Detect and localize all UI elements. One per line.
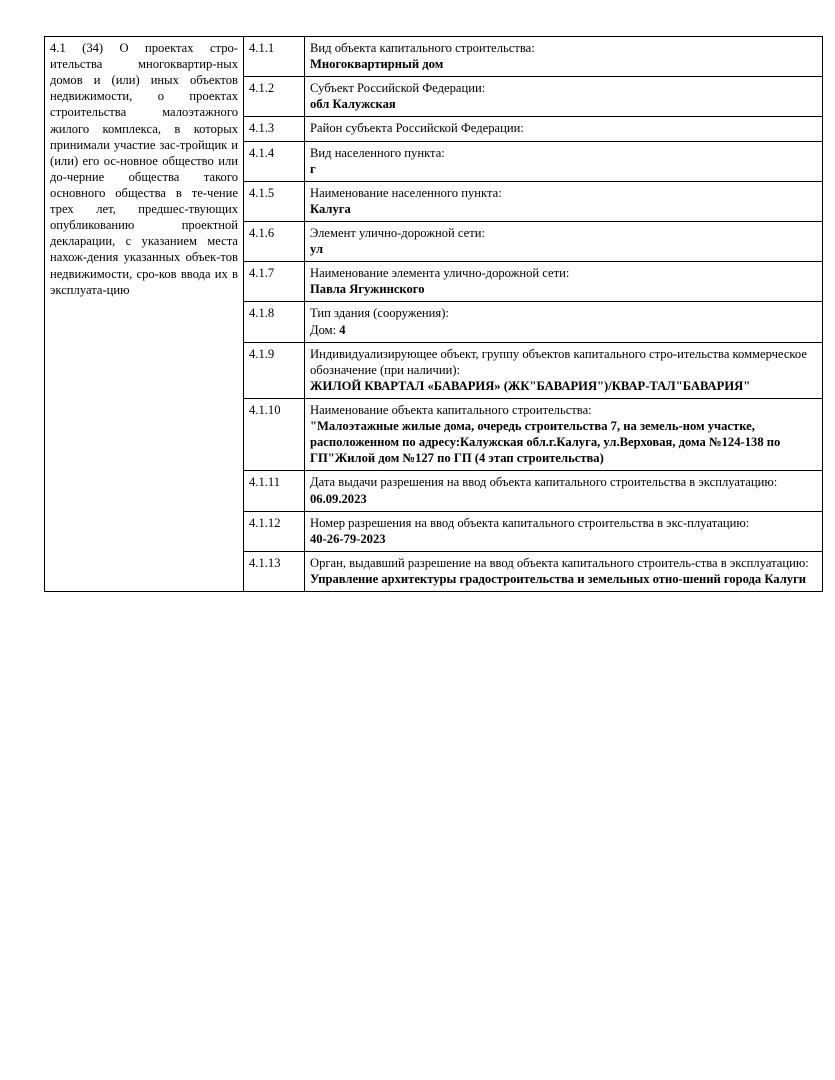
row-value-4-1-10 (305, 398, 823, 470)
field-value: обл Калужская (310, 97, 396, 112)
row-number-4-1-10: 4.1.10 (244, 398, 305, 470)
field-value-prefix: Дом: (310, 322, 340, 337)
field-label: Район субъекта Российской Федерации: (310, 121, 524, 136)
field-label: Элемент улично-дорожной сети: (310, 225, 485, 240)
field-label: Номер разрешения на ввод объекта капитального строительства в экс-плуатацию: (310, 515, 750, 530)
field-label: Наименование объекта капитального строительства: (310, 402, 592, 417)
field-value: Управление архитектуры градостроительства и земельных отно-шений города Калуги (310, 571, 807, 586)
row-value-4-1-4 (305, 141, 823, 181)
field-value: Калуга (310, 201, 351, 216)
section-description-text: 4.1 (34) О проектах стро-ительства многоквартир-ных домов и (или) иных объектов недвижимости, о проектах строительства малоэтажного жилого комплекса, в которых принимали участие зас-тройщик и (или) его ос-новное общество или до-черние общества такого основного общества в те-чение трех лет, предшес-твующих опубликованию проектной декларации, с указанием места нахож-дения указанных объек-тов недвижимости, сро-ков ввода их в эксплуата-цию (50, 41, 238, 297)
table-body (45, 37, 823, 592)
row-value-4-1-5 (305, 181, 823, 221)
row-value-4-1-13 (305, 551, 823, 591)
row-number-4-1-2: 4.1.2 (244, 77, 305, 117)
row-value-4-1-9 (305, 342, 823, 398)
row-value-4-1-1 (305, 37, 823, 77)
row-number-4-1-4: 4.1.4 (244, 141, 305, 181)
field-label: Вид объекта капитального строительства: (310, 41, 535, 55)
declaration-table (44, 36, 823, 592)
field-label: Орган, выдавший разрешение на ввод объекта капитального строитель-ства в эксплуатацию: (310, 555, 809, 570)
row-value-4-1-7 (305, 262, 823, 302)
field-value: "Малоэтажные жилые дома, очередь строительства 7, на земель-ном участке, расположенном по адресу:Калужская обл.г.Калуга, ул.Верховая, дома №124-138 по ГП"Жилой дом №127 по ГП (4 этап строительства) (310, 419, 781, 466)
field-value: г (310, 161, 316, 176)
section-description-cell (45, 37, 244, 592)
row-value-4-1-6 (305, 221, 823, 261)
field-value: 40-26-79-2023 (310, 531, 386, 546)
field-label: Тип здания (сооружения): (310, 306, 449, 321)
field-value: 06.09.2023 (310, 491, 367, 506)
field-value: Павла Ягужинского (310, 282, 425, 297)
field-label: Наименование населенного пункта: (310, 185, 502, 200)
field-value: 4 (339, 322, 346, 337)
row-number-4-1-11: 4.1.11 (244, 471, 305, 511)
field-label: Дата выдачи разрешения на ввод объекта капитального строительства в эксплуатацию: (310, 475, 778, 490)
field-value: ЖИЛОЙ КВАРТАЛ «БАВАРИЯ» (ЖК"БАВАРИЯ")/КВАР-ТАЛ"БАВАРИЯ" (310, 378, 751, 393)
field-label: Субъект Российской Федерации: (310, 81, 486, 96)
row-number-4-1-8: 4.1.8 (244, 302, 305, 342)
row-number-4-1-6: 4.1.6 (244, 221, 305, 261)
row-value-4-1-11 (305, 471, 823, 511)
field-label: Вид населенного пункта: (310, 145, 445, 160)
row-number-4-1-5: 4.1.5 (244, 181, 305, 221)
field-label: Индивидуализирующее объект, группу объектов капитального стро-ительства коммерческое обозначение (при наличии): (310, 346, 807, 377)
table-row (45, 37, 823, 77)
row-number-4-1-12: 4.1.12 (244, 511, 305, 551)
field-value: ул (310, 242, 324, 257)
row-number-4-1-3: 4.1.3 (244, 117, 305, 141)
field-value-line (310, 322, 817, 338)
row-value-4-1-2 (305, 77, 823, 117)
row-value-4-1-12 (305, 511, 823, 551)
row-number-4-1-13: 4.1.13 (244, 551, 305, 591)
field-label: Наименование элемента улично-дорожной сети: (310, 266, 570, 281)
row-number-4-1-1: 4.1.1 (244, 37, 305, 77)
row-value-4-1-8 (305, 302, 823, 342)
field-value: Многоквартирный дом (310, 57, 444, 72)
row-number-4-1-9: 4.1.9 (244, 342, 305, 398)
row-value-4-1-3 (305, 117, 823, 141)
row-number-4-1-7: 4.1.7 (244, 262, 305, 302)
